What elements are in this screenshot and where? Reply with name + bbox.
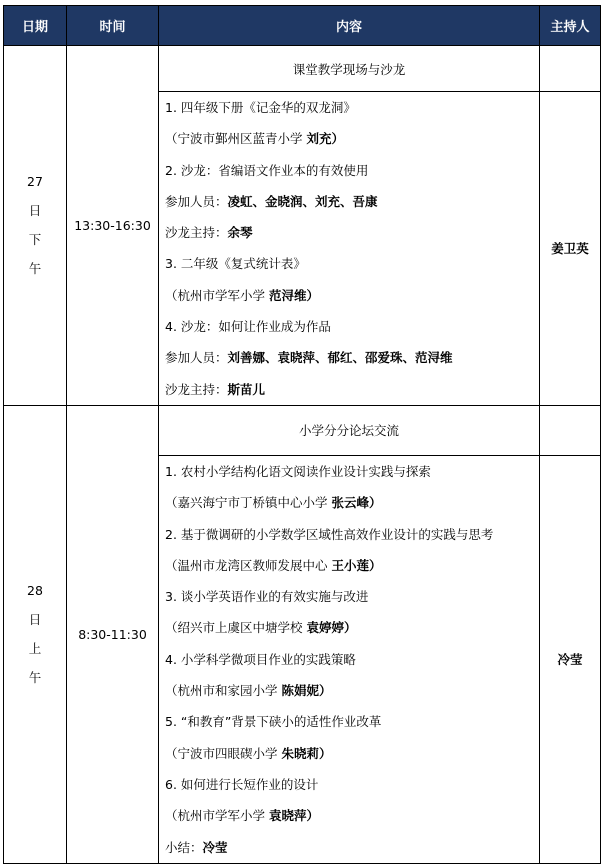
day2-line-text: （宁波市四眼碶小学 <box>165 745 282 761</box>
header-content: 内容 <box>159 6 540 46</box>
day1-line-text: 沙龙主持： <box>165 225 228 241</box>
day1-line-text: 沙龙主持： <box>165 381 228 397</box>
header-host: 主持人 <box>540 6 601 46</box>
day2-line <box>165 456 533 487</box>
day1-line-text: 参加人员： <box>165 193 228 209</box>
day2-line <box>165 487 533 518</box>
day1-title-row <box>4 46 601 92</box>
day2-line <box>165 769 533 800</box>
day2-line-bold: 冷莹 <box>202 839 228 855</box>
day1-line <box>165 248 533 279</box>
day1-line <box>165 186 533 217</box>
day1-line-bold: 余琴 <box>227 225 253 241</box>
day2-line <box>165 706 533 737</box>
day2-line-text: （杭州市学军小学 <box>165 808 269 824</box>
day2-line-bold: 陈娟妮） <box>281 683 332 699</box>
day2-line <box>165 738 533 769</box>
day1-line <box>165 92 533 123</box>
day2-line <box>165 832 533 863</box>
header-date: 日期 <box>4 6 67 46</box>
day1-lines <box>165 92 533 405</box>
day2-line-bold: 王小莲） <box>331 557 382 573</box>
day2-line <box>165 550 533 581</box>
day2-line-text: 1. 农村小学结构化语文阅读作业设计实践与探索 <box>165 463 431 479</box>
day2-title-row <box>4 405 601 455</box>
header-row <box>4 6 601 46</box>
day2-host-blank <box>540 405 601 455</box>
day1-date: 27 日 下 午 <box>4 46 67 406</box>
day1-line-text: 参加人员： <box>165 350 228 366</box>
day2-line <box>165 675 533 706</box>
day1-line-text: （杭州市学军小学 <box>165 287 269 303</box>
day2-line-text: 4. 小学科学微项目作业的实践策略 <box>165 651 356 667</box>
day2-time: 8:30-11:30 <box>67 405 159 863</box>
day2-line-bold: 袁婷婷） <box>306 620 357 636</box>
day2-line <box>165 644 533 675</box>
day1-host: 姜卫英 <box>540 92 601 406</box>
day1-line-text: （宁波市鄞州区蓝青小学 <box>165 131 307 147</box>
day2-content <box>159 455 540 863</box>
day2-line-text: 6. 如何进行长短作业的设计 <box>165 776 319 792</box>
day2-line-text: （绍兴市上虞区中塘学校 <box>165 620 307 636</box>
day1-line-bold: 斯苗儿 <box>227 381 266 397</box>
day2-line-bold: 张云峰） <box>331 495 382 511</box>
day2-line-text: （温州市龙湾区教师发展中心 <box>165 557 332 573</box>
day1-line-bold: 凌虹、金晓润、刘充、吾康 <box>227 193 378 209</box>
day1-line-bold: 刘充） <box>306 131 344 147</box>
day2-lines <box>165 456 533 863</box>
day1-host-blank <box>540 46 601 92</box>
day1-line-text: 4. 沙龙：如何让作业成为作品 <box>165 319 331 335</box>
header-time: 时间 <box>67 6 159 46</box>
day1-line-text: 1. 四年级下册《记金华的双龙洞》 <box>165 100 356 115</box>
day1-line <box>165 342 533 373</box>
day1-line-bold: 范浔维） <box>268 287 319 303</box>
day1-line <box>165 280 533 311</box>
day2-line-text: 5. “和教育”背景下硖小的适性作业改革 <box>165 714 382 730</box>
day1-content <box>159 92 540 406</box>
day2-line <box>165 581 533 612</box>
day1-line <box>165 374 533 405</box>
day1-line-text: 2. 沙龙：省编语文作业本的有效使用 <box>165 162 369 178</box>
day2-line <box>165 612 533 643</box>
day2-line-text: 小结： <box>165 839 203 855</box>
day1-line-bold: 刘善娜、袁晓萍、郁红、邵爱珠、范浔维 <box>227 350 453 366</box>
day2-line-bold: 袁晓萍） <box>268 808 319 824</box>
day2-section-title: 小学分分论坛交流 <box>159 405 540 455</box>
day1-line <box>165 217 533 248</box>
day1-line <box>165 123 533 154</box>
day1-line <box>165 155 533 186</box>
day1-section-title: 课堂教学现场与沙龙 <box>159 46 540 92</box>
day1-time: 13:30-16:30 <box>67 46 159 406</box>
day2-line <box>165 519 533 550</box>
day2-line-bold: 朱晓莉） <box>281 745 332 761</box>
day1-line-text: 3. 二年级《复式统计表》 <box>165 256 306 272</box>
day1-line <box>165 311 533 342</box>
day2-line-text: （嘉兴海宁市丁桥镇中心小学 <box>165 495 332 511</box>
day2-line-text: 2. 基于微调研的小学数学区域性高效作业设计的实践与思考 <box>165 526 494 542</box>
day2-line <box>165 800 533 831</box>
day2-host: 冷莹 <box>540 455 601 863</box>
day2-line-text: 3. 谈小学英语作业的有效实施与改进 <box>165 589 369 605</box>
schedule-table <box>3 5 601 864</box>
day2-date: 28 日 上 午 <box>4 405 67 863</box>
day2-line-text: （杭州市和家园小学 <box>165 683 282 699</box>
